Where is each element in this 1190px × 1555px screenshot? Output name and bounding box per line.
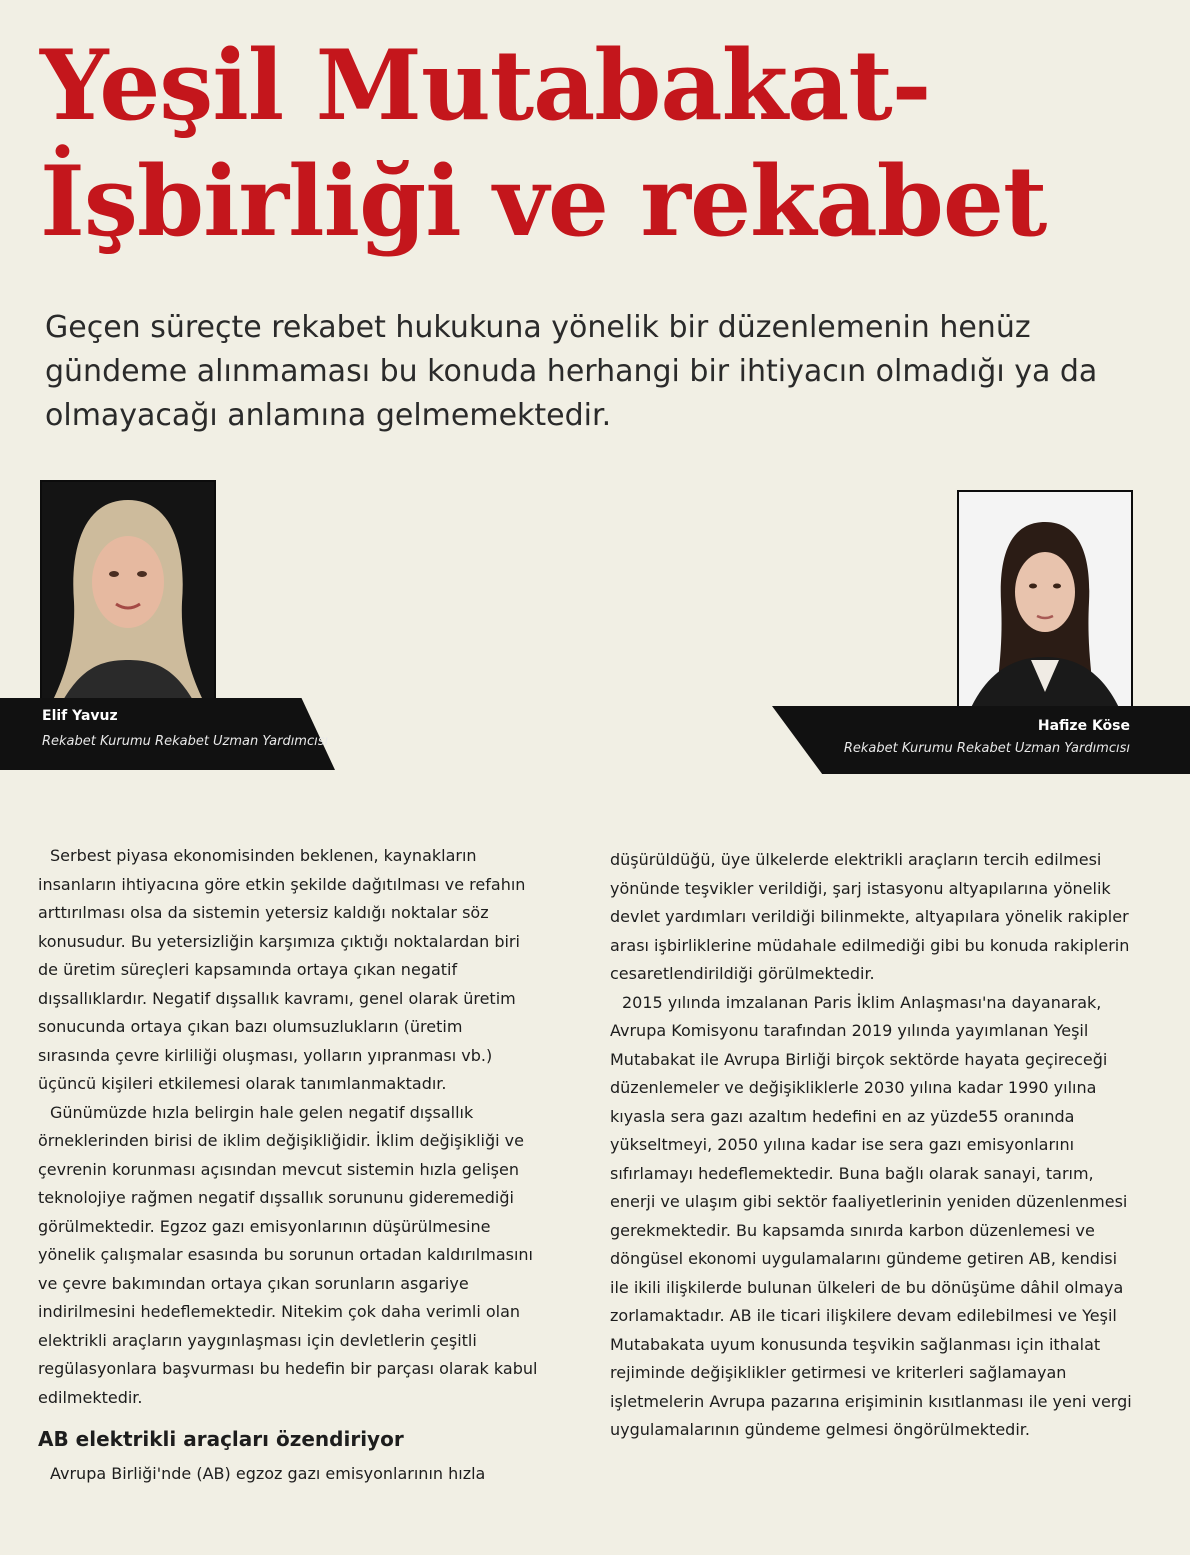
lead-paragraph: Geçen süreçte rekabet hukukuna yönelik bir düzenlemenin henüz gündeme alınmaması bu konuda herhangi bir ihtiyacın olmadığı ya da olmayacağı anlamına gelmemektedir. <box>45 310 1098 433</box>
body-paragraph: düşürüldüğü, üye ülkelerde elektrikli araçların tercih edilmesi yönünde teşvikler verildiği, şarj istasyonu altyapılarına yönelik devlet yardımları verildiği bilinmekte, altyapılara yönelik rakipler arası işbirliklerine müdahale edilmediği gibi bu konuda rakiplerin cesaretlendirildiği görülmektedir. <box>610 850 1130 983</box>
author-photo-elif-yavuz <box>40 480 216 704</box>
author-role-2: Rekabet Kurumu Rekabet Uzman Yardımcısı <box>843 741 1130 756</box>
body-paragraph: Avrupa Birliği'nde (AB) egzoz gazı emisyonlarının hızla <box>50 1464 486 1483</box>
title-line-1: Yeşil Mutabakat- <box>40 29 931 142</box>
article-title <box>40 28 1160 260</box>
title-line-2: İşbirliği ve rekabet <box>40 145 1047 258</box>
section-subheading: AB elektrikli araçları özendiriyor <box>38 1427 404 1451</box>
body-column-left <box>38 842 538 1489</box>
author-caption-bar-2 <box>772 706 1190 774</box>
author-photo-hafize-kose <box>957 490 1133 714</box>
body-column-right <box>610 846 1135 1445</box>
body-paragraph: Serbest piyasa ekonomisinden beklenen, kaynakların insanların ihtiyacına göre etkin şekilde dağıtılması ve refahın arttırılması olsa da sistemin yetersiz kaldığı noktalar söz konusudur. Bu yetersizliğin karşımıza çıktığı noktalardan biri de üretim süreçleri kapsamında ortaya çıkan negatif dışsallıklardır. Negatif dışsallık kavramı, genel olarak üretim sonucunda ortaya çıkan bazı olumsuzlukların (üretim sırasında çevre kirliliği oluşması, yolların yıpranması vb.) üçüncü kişileri etkilemesi olarak tanımlanmaktadır. <box>38 846 526 1093</box>
author-name-2: Hafize Köse <box>1037 718 1130 734</box>
body-paragraph: Günümüzde hızla belirgin hale gelen negatif dışsallık örneklerinden birisi de iklim değişikliğidir. İklim değişikliği ve çevrenin korunması açısından mevcut sistemin hızla gelişen teknolojiye rağmen negatif dışsallık sorununu gideremediği görülmektedir. Egzoz gazı emisyonlarının düşürülmesine yönelik çalışmalar esasında bu sorunun ortadan kaldırılmasını ve çevre bakımından ortaya çıkan sorunların asgariye indirilmesini hedeflemektedir. Nitekim çok daha verimli olan elektrikli araçların yaygınlaşması için devletlerin çeşitli regülasyonlara başvurması bu hedefin bir parçası olarak kabul edilmektedir. <box>38 1102 538 1407</box>
author-name-1: Elif Yavuz <box>42 708 118 724</box>
author-role-1: Rekabet Kurumu Rekabet Uzman Yardımcısı <box>42 734 329 749</box>
body-paragraph: 2015 yılında imzalanan Paris İklim Anlaşması'na dayanarak, Avrupa Komisyonu tarafından 2019 yılında yayımlanan Yeşil Mutabakat ile Avrupa Birliği birçok sektörde hayata geçireceği düzenlemeler ve değişikliklerle 2030 yılına kadar 1990 yılına kıyasla sera gazı azaltım hedefini en az yüzde55 oranında yükseltmeyi, 2050 yılına kadar ise sera gazı emisyonlarını sıfırlamayı hedeflemektedir. Buna bağlı olarak sanayi, tarım, enerji ve ulaşım gibi sektör faaliyetlerinin yeniden düzenlenmesi gerekmektedir. Bu kapsamda sınırda karbon düzenlemesi ve döngüsel ekonomi uygulamalarını gündeme getiren AB, kendisi ile ikili ilişkilerde bulunan ülkeleri de bu dönüşüme dâhil olmaya zorlamaktadır. AB ile ticari ilişkilere devam edilebilmesi ve Yeşil Mutabakata uyum konusunda teşvikin sağlanması için ithalat rejiminde değişiklikler getirmesi ve kriterleri sağlamayan işletmelerin Avrupa pazarına erişiminin kısıtlanması ile yeni vergi uygulamalarının gündeme gelmesi öngörülmektedir. <box>610 992 1132 1439</box>
